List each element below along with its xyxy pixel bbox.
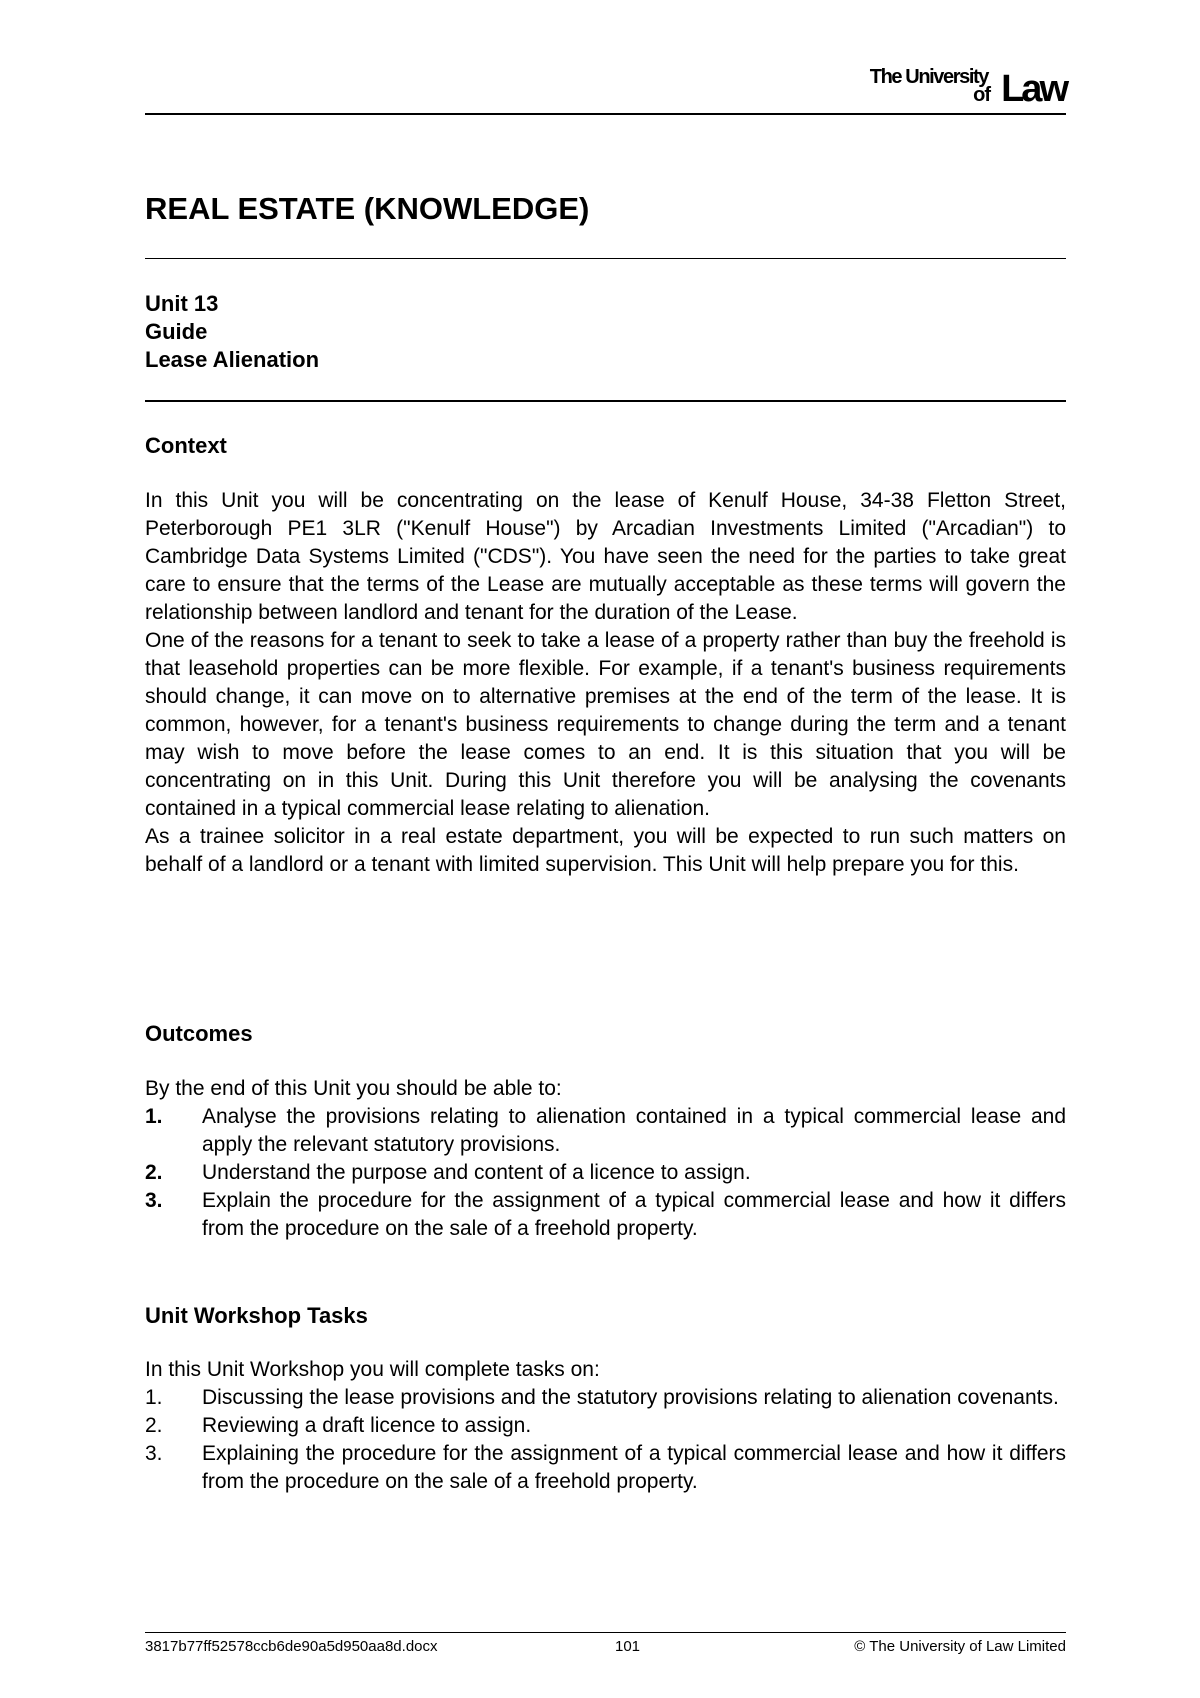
unit-number: Unit 13 (145, 291, 219, 316)
university-logo (861, 60, 1066, 108)
page-number: 101 (615, 1638, 641, 1655)
list-text: Explaining the procedure for the assignment of a typical commercial lease and how it differs from the procedure on the sale of a freehold property. (202, 1442, 1066, 1493)
outcomes-intro: By the end of this Unit you should be able to: (145, 1077, 562, 1100)
unit-name: Lease Alienation (145, 347, 320, 372)
list-number: 1. (145, 1105, 163, 1128)
list-text: Reviewing a draft licence to assign. (202, 1414, 532, 1437)
list-number: 3. (145, 1442, 163, 1465)
context-paragraph: In this Unit you will be concentrating on the lease of Kenulf House, 34-38 Fletton Street, Peterborough PE1 3LR ("Kenulf House") by Arcadian Investments Limited ("Arcadian") to Cambridge Data Systems Limited ("CDS"). You have seen the need for the parties to take great care to ensure that the terms of the Lease are mutually acceptable as these terms will govern the relationship between landlord and tenant for the duration of the Lease. (145, 489, 1066, 624)
list-number: 2. (145, 1161, 163, 1184)
title-rule (145, 258, 1066, 259)
document-page (145, 0, 1066, 1698)
outcomes-list (145, 1075, 1066, 1243)
footer-filename: 3817b77ff52578ccb6de90a5d950aa8d.docx (145, 1638, 438, 1655)
logo-brand: Law (1001, 68, 1066, 110)
list-text: Explain the procedure for the assignment of a typical commercial lease and how it differs from the procedure on the sale of a freehold property. (202, 1189, 1066, 1240)
list-number: 3. (145, 1189, 163, 1212)
list-item (145, 1440, 1066, 1496)
list-item (145, 1187, 1066, 1243)
footer-rule (145, 1632, 1066, 1633)
list-text: Analyse the provisions relating to alienation contained in a typical commercial lease and apply the relevant statutory provisions. (202, 1105, 1066, 1156)
unit-rule (145, 400, 1066, 402)
list-item (145, 1384, 1066, 1412)
logo-line2: of (973, 84, 990, 106)
list-text: Understand the purpose and content of a licence to assign. (202, 1161, 751, 1184)
outcomes-heading: Outcomes (145, 1021, 253, 1046)
workshop-heading: Unit Workshop Tasks (145, 1303, 368, 1328)
list-text: Discussing the lease provisions and the statutory provisions relating to alienation covenants. (202, 1386, 1059, 1409)
header-rule (145, 113, 1066, 115)
list-number: 1. (145, 1386, 163, 1409)
list-item (145, 1412, 1066, 1440)
list-item (145, 1159, 1066, 1187)
context-heading: Context (145, 433, 227, 458)
workshop-intro: In this Unit Workshop you will complete tasks on: (145, 1358, 600, 1381)
context-paragraph: One of the reasons for a tenant to seek to take a lease of a property rather than buy the freehold is that leasehold properties can be more flexible. For example, if a tenant's business requirements should change, it can move on to alternative premises at the end of the term of the lease. It is common, however, for a tenant's business requirements to change during the term and a tenant may wish to move before the lease comes to an end. It is this situation that you will be concentrating on in this Unit. During this Unit therefore you will be analysing the covenants contained in a typical commercial lease relating to alienation. (145, 629, 1066, 820)
unit-type: Guide (145, 319, 208, 344)
workshop-list (145, 1356, 1066, 1496)
logo-line1: The University (869, 66, 988, 88)
footer-copyright: © The University of Law Limited (854, 1638, 1066, 1655)
document-title: REAL ESTATE (KNOWLEDGE) (145, 191, 590, 226)
list-number: 2. (145, 1414, 163, 1437)
context-paragraph: As a trainee solicitor in a real estate department, you will be expected to run such matters on behalf of a landlord or a tenant with limited supervision. This Unit will help prepare you for this. (145, 825, 1066, 876)
context-body (145, 487, 1066, 879)
list-item (145, 1103, 1066, 1159)
unit-info (145, 290, 319, 374)
